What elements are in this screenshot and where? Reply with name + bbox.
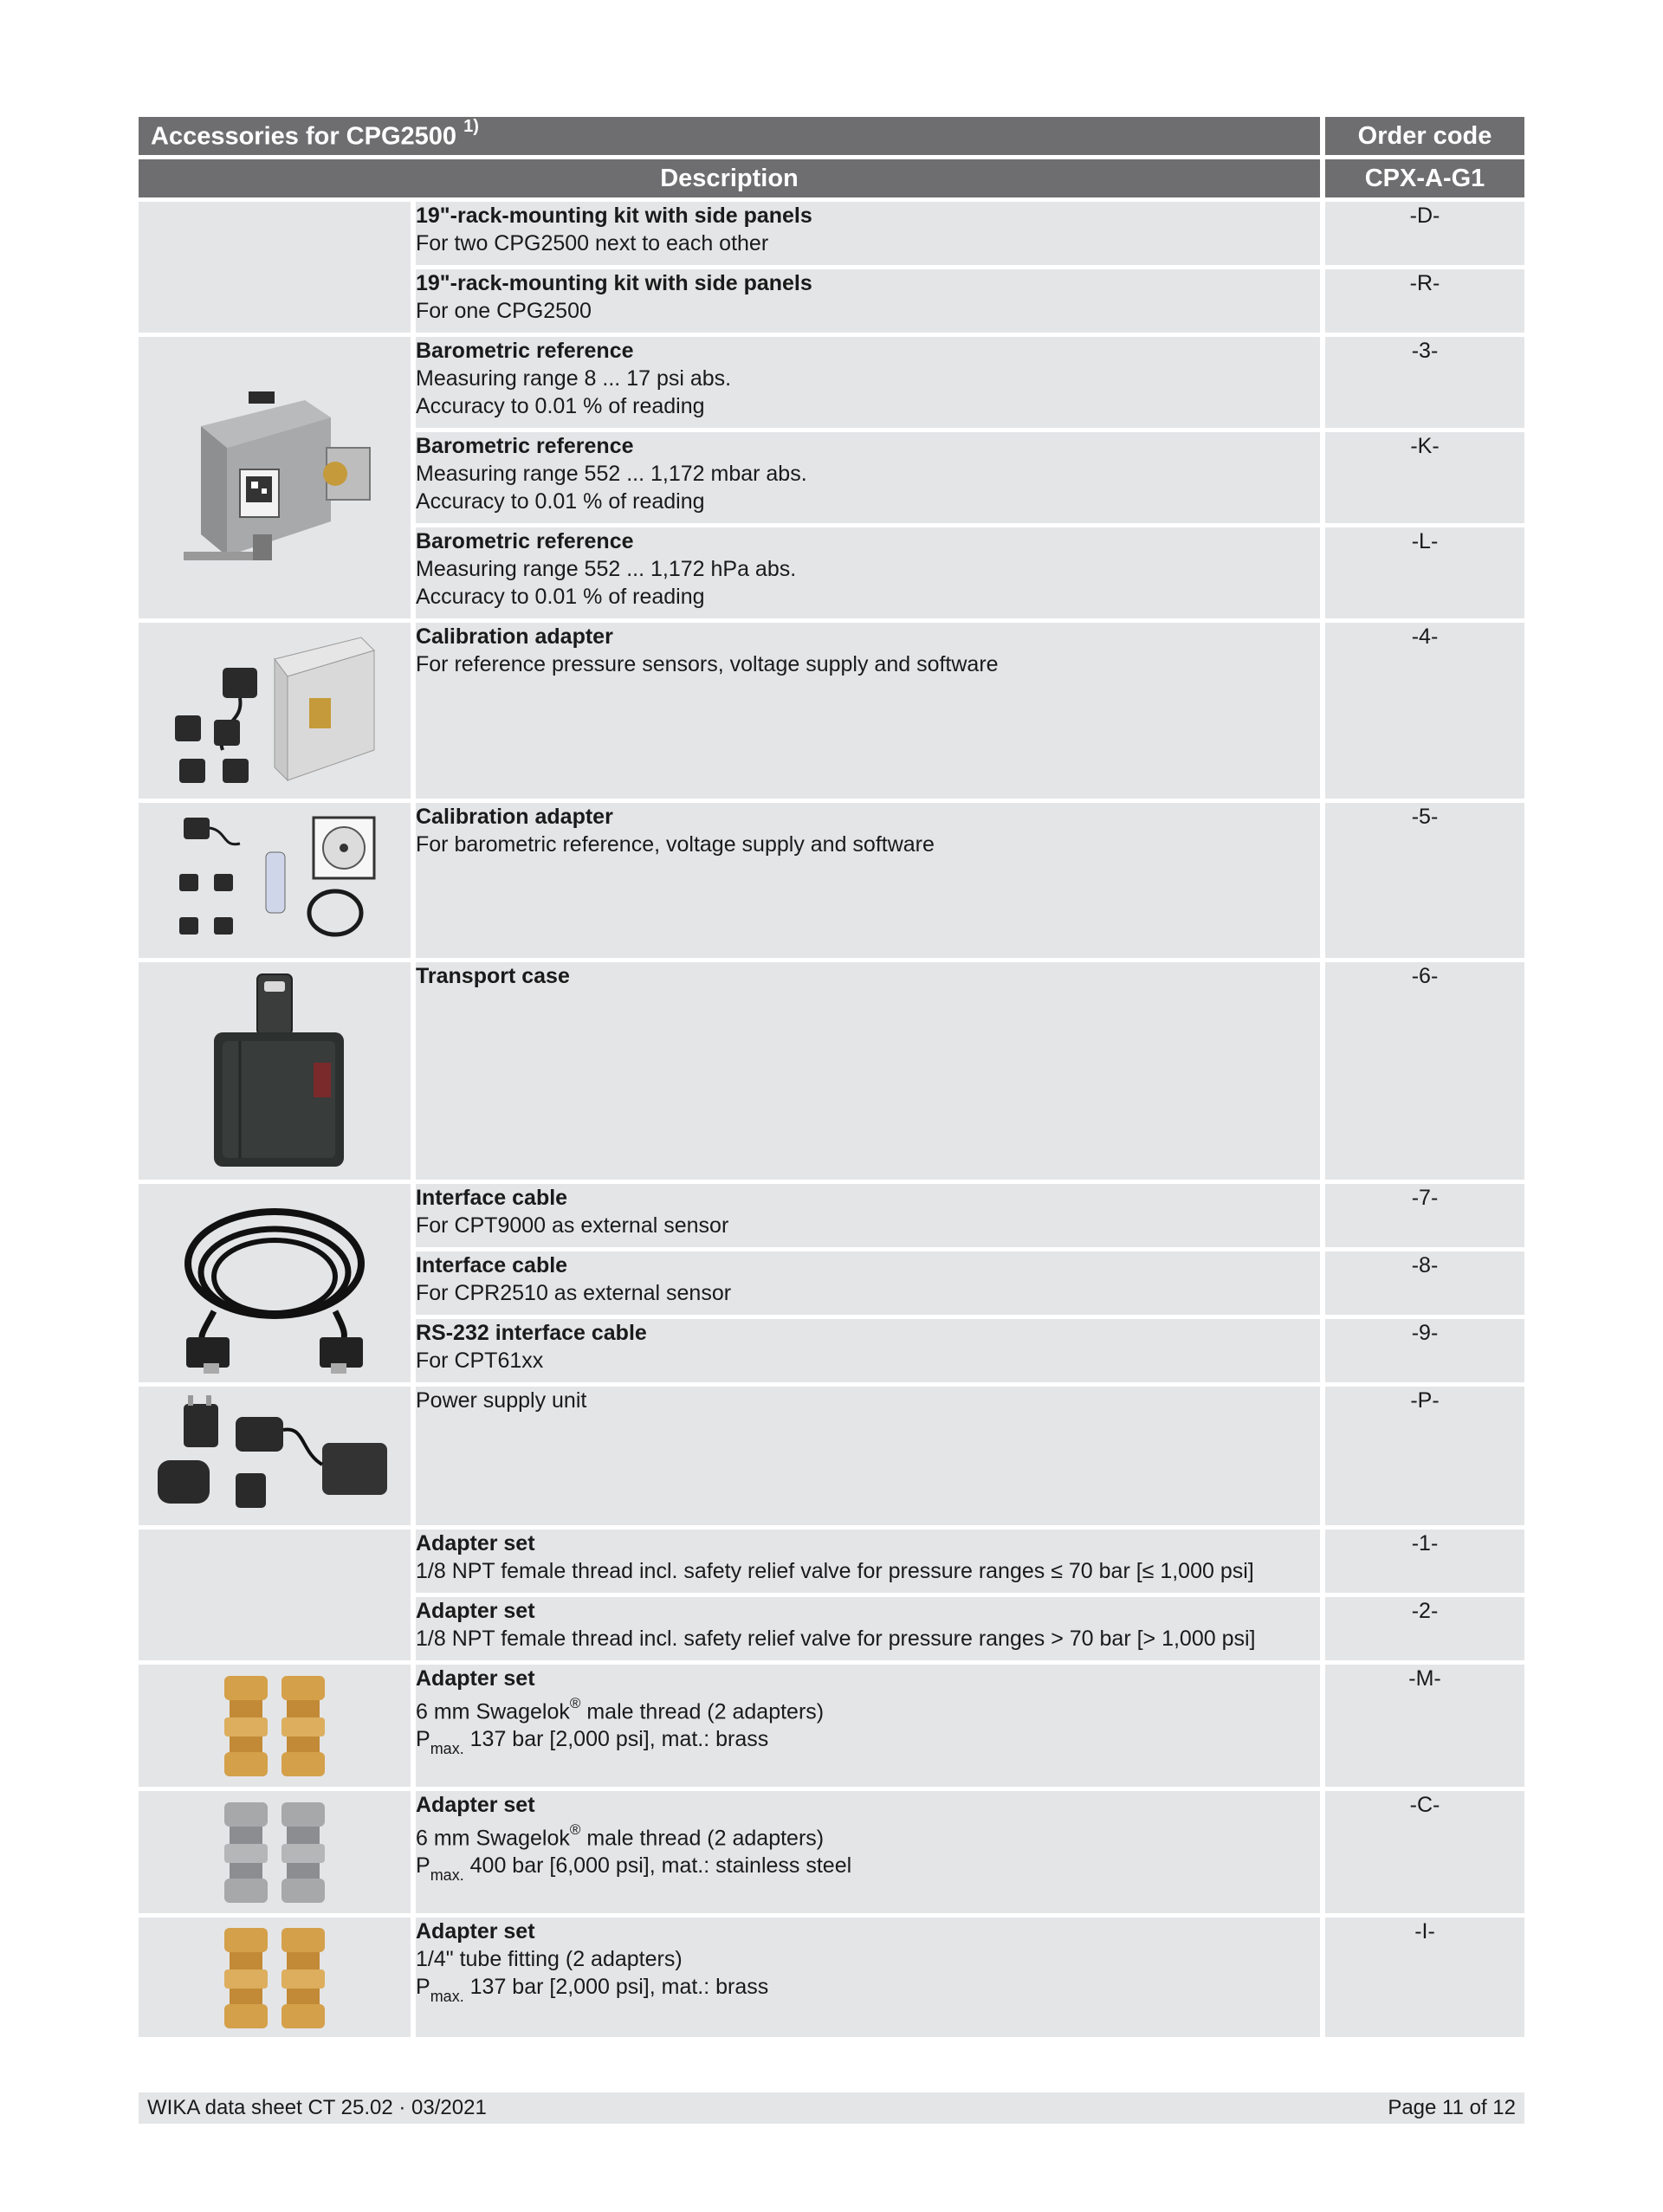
item-name: Calibration adapter [416, 805, 613, 829]
order-code-header: Order code [1325, 117, 1524, 159]
steel-adapter-image [139, 1791, 416, 1918]
brass-adapter-image [139, 1665, 416, 1791]
item-name: 19"-rack-mounting kit with side panels [416, 271, 812, 295]
table-subheader-row [139, 159, 1524, 202]
row-description [416, 269, 1325, 337]
pressure-subscript: max. [430, 1988, 464, 2005]
detail-text: male thread (2 adapters) [580, 1826, 825, 1851]
order-code: -4- [1325, 623, 1524, 803]
item-detail: Accuracy to 0.01 % of reading [416, 394, 705, 418]
item-detail: Power supply unit [416, 1388, 587, 1413]
item-detail: For one CPG2500 [416, 299, 592, 323]
order-code: -C- [1325, 1791, 1524, 1918]
page-footer [139, 2092, 1524, 2124]
calibration-kit-icon [162, 809, 387, 952]
brass-adapter-icon [214, 1672, 335, 1780]
detail-text: 137 bar [2,000 psi], mat.: brass [463, 1975, 769, 1999]
table-row [139, 623, 1524, 803]
row-description [416, 527, 1325, 623]
registered-mark: ® [569, 1695, 581, 1711]
pressure-subscript: max. [430, 1740, 464, 1758]
item-detail [416, 1852, 1320, 1886]
row-description [416, 1597, 1325, 1665]
transport-case-icon [188, 967, 361, 1175]
footer-datasheet-ref: WIKA data sheet CT 25.02 · 03/2021 [147, 2096, 487, 2119]
row-description [416, 202, 1325, 269]
table-row [139, 1530, 1524, 1597]
order-code: -I- [1325, 1918, 1524, 2041]
row-description [416, 1387, 1325, 1530]
row-description [416, 623, 1325, 803]
table-row [139, 1665, 1524, 1791]
order-code: -P- [1325, 1387, 1524, 1530]
pressure-symbol: P [416, 1975, 430, 1999]
order-code: -9- [1325, 1319, 1524, 1387]
detail-text: 6 mm Swagelok [416, 1699, 570, 1724]
detail-text: male thread (2 adapters) [580, 1699, 825, 1724]
table-row [139, 1791, 1524, 1918]
title-footnote: 1) [463, 117, 479, 137]
code-prefix-header: CPX-A-G1 [1325, 159, 1524, 202]
item-detail [416, 1725, 1320, 1760]
item-detail: 1/8 NPT female thread incl. safety relief valve for pressure ranges > 70 bar [> 1,000 psi] [416, 1627, 1256, 1651]
table-title-text: Accessories for CPG2500 [151, 122, 457, 151]
order-code: -L- [1325, 527, 1524, 623]
order-code: -8- [1325, 1252, 1524, 1319]
barometric-reference-icon [166, 383, 383, 573]
item-detail: For two CPG2500 next to each other [416, 231, 769, 255]
item-name: Adapter set [416, 1793, 535, 1817]
row-description [416, 337, 1325, 432]
row-description [416, 962, 1325, 1184]
power-supply-image [139, 1387, 416, 1530]
item-name: RS-232 interface cable [416, 1321, 647, 1345]
item-name: Interface cable [416, 1186, 568, 1210]
detail-text: 137 bar [2,000 psi], mat.: brass [463, 1727, 769, 1752]
footer-page-number: Page 11 of 12 [1388, 2096, 1516, 2119]
pressure-symbol: P [416, 1727, 430, 1752]
order-code: -D- [1325, 202, 1524, 269]
brass-tube-fitting-image [139, 1918, 416, 2041]
order-code: -7- [1325, 1184, 1524, 1252]
item-name: Barometric reference [416, 339, 634, 363]
order-code: -2- [1325, 1597, 1524, 1665]
row-description [416, 1319, 1325, 1387]
item-name: Barometric reference [416, 434, 634, 458]
order-code: -5- [1325, 803, 1524, 962]
order-code: -1- [1325, 1530, 1524, 1597]
registered-mark: ® [569, 1821, 581, 1838]
item-detail: Measuring range 552 ... 1,172 mbar abs. [416, 462, 807, 486]
row-description [416, 432, 1325, 527]
item-detail: For CPT61xx [416, 1349, 544, 1373]
order-code: -R- [1325, 269, 1524, 337]
item-name: Transport case [416, 964, 570, 988]
item-detail: For barometric reference, voltage supply and software [416, 832, 935, 857]
accessories-table [139, 117, 1524, 2041]
item-detail [416, 1819, 1320, 1852]
table-row [139, 1387, 1524, 1530]
description-header: Description [139, 159, 1325, 202]
item-detail: Measuring range 552 ... 1,172 hPa abs. [416, 557, 797, 581]
item-detail: Accuracy to 0.01 % of reading [416, 585, 705, 609]
item-name: Adapter set [416, 1599, 535, 1623]
steel-adapter-icon [214, 1798, 335, 1906]
table-row [139, 803, 1524, 962]
item-detail: For CPR2510 as external sensor [416, 1281, 732, 1305]
item-name: Adapter set [416, 1919, 535, 1944]
order-code: -K- [1325, 432, 1524, 527]
row-description [416, 803, 1325, 962]
item-detail [416, 1692, 1320, 1725]
item-detail: 1/8 NPT female thread incl. safety relief valve for pressure ranges ≤ 70 bar [≤ 1,000 psi] [416, 1559, 1254, 1583]
table-row [139, 1918, 1524, 2041]
calibration-adapter-image [139, 623, 416, 803]
pressure-symbol: P [416, 1853, 430, 1879]
item-name: Calibration adapter [416, 624, 613, 649]
item-detail: Measuring range 8 ... 17 psi abs. [416, 366, 732, 391]
row-description [416, 1252, 1325, 1319]
order-code: -3- [1325, 337, 1524, 432]
item-name: Adapter set [416, 1666, 535, 1691]
table-header-row [139, 117, 1524, 159]
table-row [139, 1184, 1524, 1252]
empty-image-cell [139, 202, 416, 337]
row-description [416, 1665, 1325, 1791]
item-detail: Accuracy to 0.01 % of reading [416, 489, 705, 514]
row-description [416, 1530, 1325, 1597]
brass-fitting-icon [214, 1924, 335, 2032]
accessories-sheet [139, 117, 1524, 2041]
item-detail [416, 1973, 1320, 2008]
detail-text: 400 bar [6,000 psi], mat.: stainless steel [463, 1853, 852, 1879]
order-code: -M- [1325, 1665, 1524, 1791]
calibration-adapter-icon [162, 629, 387, 793]
transport-case-image [139, 962, 416, 1184]
table-row [139, 202, 1524, 269]
item-detail: 1/4" tube fitting (2 adapters) [416, 1947, 683, 1971]
item-name: Barometric reference [416, 529, 634, 553]
order-code: -6- [1325, 962, 1524, 1184]
pressure-subscript: max. [430, 1866, 464, 1885]
interface-cable-image [139, 1184, 416, 1387]
row-description [416, 1184, 1325, 1252]
barometric-reference-image [139, 337, 416, 623]
table-row [139, 337, 1524, 432]
calibration-adapter-kit-image [139, 803, 416, 962]
row-description [416, 1791, 1325, 1918]
item-name: Adapter set [416, 1531, 535, 1556]
item-name: 19"-rack-mounting kit with side panels [416, 204, 812, 228]
table-row [139, 962, 1524, 1184]
row-description [416, 1918, 1325, 2041]
item-detail: For CPT9000 as external sensor [416, 1213, 729, 1238]
table-title [139, 117, 1325, 159]
item-detail: For reference pressure sensors, voltage supply and software [416, 652, 999, 676]
empty-image-cell [139, 1530, 416, 1665]
detail-text: 6 mm Swagelok [416, 1826, 570, 1851]
interface-cable-icon [162, 1190, 387, 1376]
item-name: Interface cable [416, 1253, 568, 1277]
power-supply-icon [149, 1391, 400, 1521]
